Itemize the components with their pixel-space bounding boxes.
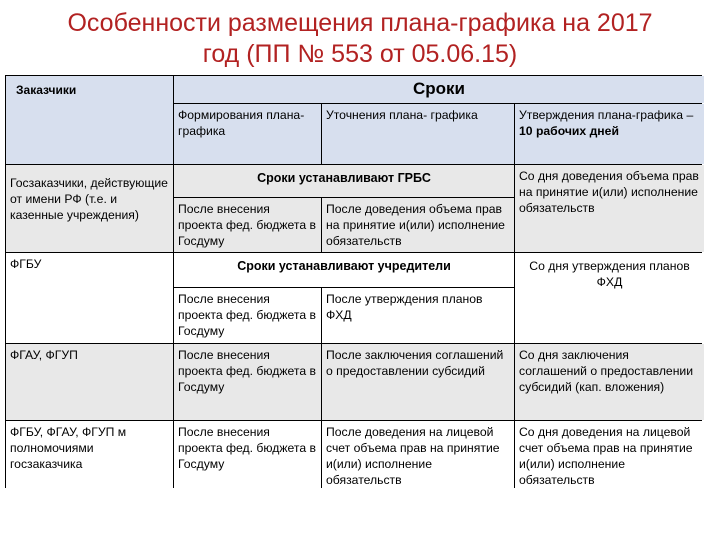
customer-cell-powers: ФГБУ, ФГАУ, ФГУП м полномочиями госзаказчика (6, 421, 173, 494)
formation-cell-powers: После внесения проекта фед. бюджета в Госдуму (174, 421, 321, 494)
terms-header: Сроки (174, 76, 704, 103)
grbs-row: Сроки устанавливают ГРБС (174, 165, 514, 197)
col-approval-header (515, 104, 704, 164)
col-formation-header: Формирования плана-графика (174, 104, 321, 164)
customers-header: Заказчики (6, 76, 173, 164)
col-clarification-header: Уточнения плана- графика (322, 104, 514, 164)
approval-cell-fgau: Со дня заключения соглашений о предоставлении субсидий (кап. вложения) (515, 344, 704, 420)
title-line-1: Особенности размещения плана-графика на 2017 (67, 9, 653, 37)
clarification-cell-fgau: После заключения соглашений о предоставлении субсидий (322, 344, 514, 420)
page-title (0, 8, 720, 70)
formation-cell-fgau: После внесения проекта фед. бюджета в Госдуму (174, 344, 321, 420)
clarification-cell-powers: После доведения на лицевой счет объема прав на принятие и(или) исполнение обязательств (322, 421, 514, 494)
customer-cell-fgbu: ФГБУ (6, 253, 173, 343)
approval-cell-fgbu: Со дня утверждения планов ФХД (515, 253, 704, 343)
clarification-cell-gov: После доведения объема прав на принятие и(или) исполнение обязательств (322, 198, 514, 252)
formation-cell-gov: После внесения проекта фед. бюджета в Госдуму (174, 198, 321, 252)
approval-cell-gov: Со дня доведения объема прав на принятие и(или) исполнение обязательств (515, 165, 704, 252)
col-approval-bold: 10 рабочих дней (519, 124, 619, 138)
approval-cell-powers: Со дня доведения на лицевой счет объема прав на принятие и(или) исполнение обязательств (515, 421, 704, 494)
clarification-cell-fgbu: После утверждения планов ФХД (322, 288, 514, 343)
schedule-table (5, 75, 702, 488)
title-line-2: год (ПП № 553 от 05.06.15) (202, 40, 518, 68)
customer-cell-fgau: ФГАУ, ФГУП (6, 344, 173, 420)
col-approval-prefix: Утверждения плана-графика – (519, 108, 694, 122)
customer-cell-gov: Госзаказчики, действующие от имени РФ (т.е. и казенные учреждения) (6, 165, 173, 252)
formation-cell-fgbu: После внесения проекта фед. бюджета в Госдуму (174, 288, 321, 343)
founders-row: Сроки устанавливают учредители (174, 253, 514, 287)
